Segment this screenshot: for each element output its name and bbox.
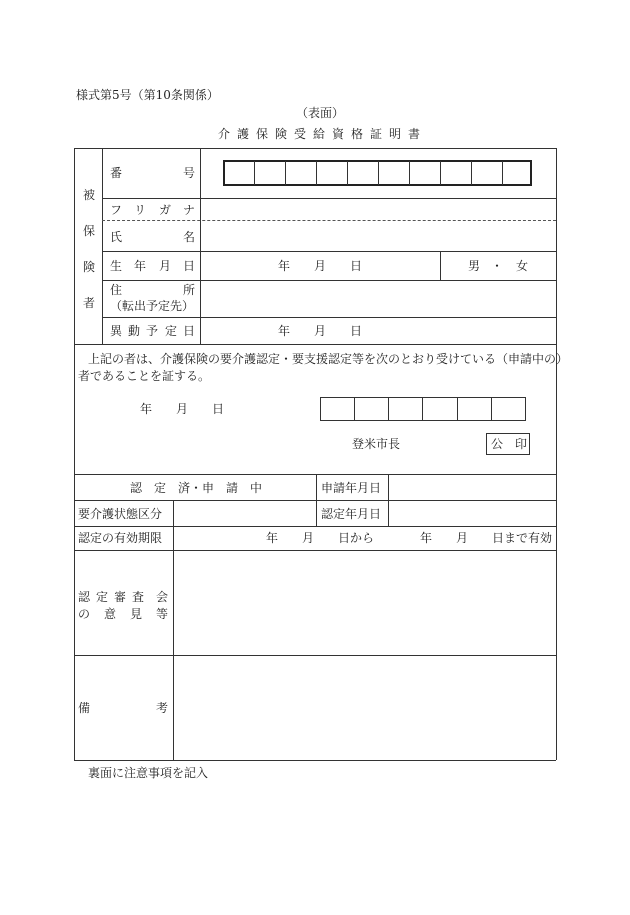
gender-dot: ・	[491, 259, 504, 273]
furigana-label-4: ナ	[183, 203, 196, 217]
validity-to-month: 月	[456, 531, 469, 545]
address-field[interactable]	[201, 281, 555, 317]
number-label-a: 番	[110, 166, 123, 180]
form-title: 介護保険受給資格証明書	[218, 127, 428, 141]
validity-from-month: 月	[302, 531, 315, 545]
validity-label: 認定の有効期限	[78, 531, 163, 545]
name-label-a: 氏	[110, 230, 123, 244]
move-label-2: 動	[128, 324, 141, 338]
opinion-label-1-1: 認	[78, 590, 91, 604]
care-level-label: 要介護状態区分	[78, 507, 163, 521]
remarks-label-a: 備	[78, 701, 91, 715]
birth-label-1: 生	[110, 259, 123, 273]
gender-female[interactable]: 女	[516, 259, 529, 273]
validity-from-year: 年	[266, 531, 279, 545]
number-label-b: 号	[183, 166, 196, 180]
form-number: 様式第5号（第10条関係）	[76, 88, 219, 102]
statement-line-1: 上記の者は、介護保険の要介護認定・要支援認定等を次のとおり受けている（申請中の）	[88, 352, 569, 366]
opinion-label-1-2: 定	[96, 590, 109, 604]
remarks-field[interactable]	[174, 656, 555, 760]
issue-month: 月	[176, 402, 189, 416]
footer-note: 裏面に注意事項を記入	[88, 766, 209, 780]
opinion-label-2-2: 意	[104, 607, 117, 621]
certified-3[interactable]: 済・申	[178, 481, 215, 495]
birth-label-4: 日	[183, 259, 196, 273]
opinion-label-2-1: の	[78, 607, 91, 621]
birth-label-3: 月	[159, 259, 172, 273]
move-label-5: 日	[183, 324, 196, 338]
applying-2[interactable]: 中	[250, 481, 263, 495]
name-label-b: 名	[183, 230, 196, 244]
official-seal	[486, 433, 530, 455]
applying-1[interactable]: 請	[226, 481, 239, 495]
validity-from-day: 日から	[338, 531, 375, 545]
certified-2[interactable]: 定	[154, 481, 167, 495]
issue-year: 年	[140, 402, 153, 416]
move-day: 日	[350, 324, 363, 338]
opinion-label-2-4: 等	[156, 607, 169, 621]
gender-male[interactable]: 男	[468, 259, 481, 273]
furigana-field[interactable]	[201, 199, 555, 220]
insured-label-2: 保	[83, 224, 96, 238]
validity-to-day: 日まで有効	[492, 531, 553, 545]
address-sub-label: （転出予定先）	[110, 299, 195, 313]
furigana-label-2: リ	[134, 203, 147, 217]
address-label-a: 住	[110, 283, 123, 297]
furigana-label-1: フ	[110, 203, 123, 217]
birth-label-2: 年	[134, 259, 147, 273]
application-date-field[interactable]	[389, 475, 555, 500]
move-label-1: 異	[110, 324, 123, 338]
insured-label-3: 険	[83, 260, 96, 274]
certification-date-label: 認定年月日	[321, 507, 382, 521]
opinion-label-1-4: 査	[132, 590, 145, 604]
move-month: 月	[314, 324, 327, 338]
move-label-4: 定	[165, 324, 178, 338]
side-label: （表面）	[296, 106, 345, 120]
statement-line-2: 者であることを証する。	[78, 369, 211, 383]
application-date-label: 申請年月日	[321, 481, 382, 495]
issuer-code-boxes[interactable]	[320, 397, 526, 421]
move-year: 年	[278, 324, 291, 338]
remarks-label-b: 考	[156, 701, 169, 715]
opinion-label-1-5: 会	[156, 590, 169, 604]
birth-year: 年	[278, 259, 291, 273]
issuer-name: 登米市長	[352, 437, 401, 451]
certification-date-field[interactable]	[389, 501, 555, 526]
opinion-label-2-3: 見	[130, 607, 143, 621]
opinion-field[interactable]	[174, 551, 555, 655]
certified-1[interactable]: 認	[130, 481, 143, 495]
name-field[interactable]	[201, 221, 555, 251]
care-level-field[interactable]	[174, 501, 316, 526]
move-label-3: 予	[146, 324, 159, 338]
opinion-label-1-3: 審	[114, 590, 127, 604]
insured-label-4: 者	[83, 296, 96, 310]
birth-day: 日	[350, 259, 363, 273]
issue-day: 日	[212, 402, 225, 416]
seal-text: 公 印	[491, 437, 528, 451]
furigana-label-3: ガ	[159, 203, 172, 217]
birth-month: 月	[314, 259, 327, 273]
address-label-b: 所	[183, 283, 196, 297]
insured-label-1: 被	[83, 188, 96, 202]
validity-to-year: 年	[420, 531, 433, 545]
